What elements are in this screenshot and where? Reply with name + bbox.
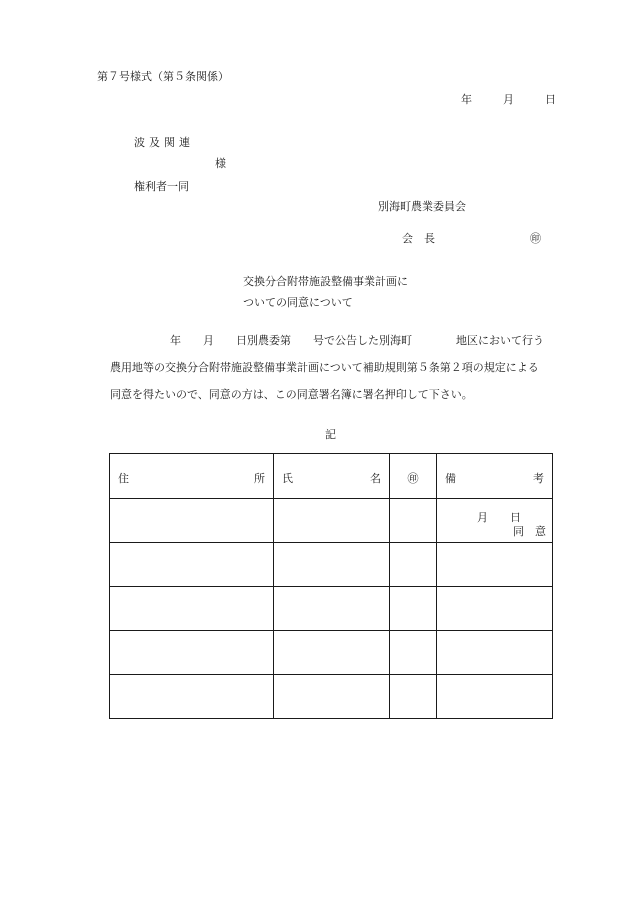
name-cell[interactable] [274,675,390,719]
name-cell[interactable] [274,587,390,631]
table-header-row [110,454,553,499]
remarks-cell[interactable] [437,543,553,587]
header-address-a: 住 [118,472,129,485]
header-remarks-a: 備 [445,472,456,485]
table-row [110,543,553,587]
header-seal [390,454,437,499]
date-line [461,93,556,107]
recipient-line1: 波及関連 [134,136,194,149]
body-line3: 同意を得たいので、同意の方は、この同意署名簿に署名押印して下さい。 [110,388,473,401]
form-number: 第７号様式（第５条関係） [97,70,229,83]
body-line1: 年 月 日別農委第 号で公告した別海町 地区において行う [170,334,544,347]
address-cell[interactable] [110,631,274,675]
table-row [110,631,553,675]
header-name-b: 名 [370,472,381,485]
address-cell[interactable] [110,543,274,587]
seal-cell[interactable] [390,631,437,675]
recipient-line2: 権利者一同 [134,180,189,193]
date-year: 年 [461,93,472,106]
remarks-cell[interactable] [437,499,553,543]
body-line2: 農用地等の交換分合附帯施設整備事業計画について補助規則第５条第２項の規定による [110,361,539,374]
subject-line1: 交換分合附帯施設整備事業計画に [243,275,408,288]
table-row [110,587,553,631]
header-address-b: 所 [254,472,265,485]
header-name [274,454,390,499]
seal-cell[interactable] [390,587,437,631]
ki-heading: 記 [325,428,336,441]
date-day: 日 [545,93,556,106]
name-cell[interactable] [274,631,390,675]
remarks-agree: 同 意 [513,525,546,538]
sender-organization: 別海町農業委員会 [378,200,466,213]
name-cell[interactable] [274,499,390,543]
date-month: 月 [503,93,514,106]
header-address [110,454,274,499]
subject-line2: ついての同意について [243,296,353,309]
address-cell[interactable] [110,587,274,631]
remarks-month-day: 月 日 [477,511,521,524]
seal-cell[interactable] [390,499,437,543]
address-cell[interactable] [110,499,274,543]
remarks-cell[interactable] [437,587,553,631]
table-row [110,675,553,719]
seal-cell[interactable] [390,543,437,587]
address-cell[interactable] [110,675,274,719]
signature-table [109,453,553,719]
name-cell[interactable] [274,543,390,587]
seal-mark: ㊞ [530,232,541,245]
recipient-honorific: 様 [215,157,226,170]
header-seal-mark: ㊞ [407,472,419,485]
seal-cell[interactable] [390,675,437,719]
table-row [110,499,553,543]
header-remarks [437,454,553,499]
remarks-cell[interactable] [437,675,553,719]
sender-title: 会 長 [402,232,435,245]
header-name-a: 氏 [282,472,293,485]
remarks-cell[interactable] [437,631,553,675]
header-remarks-b: 考 [533,472,544,485]
